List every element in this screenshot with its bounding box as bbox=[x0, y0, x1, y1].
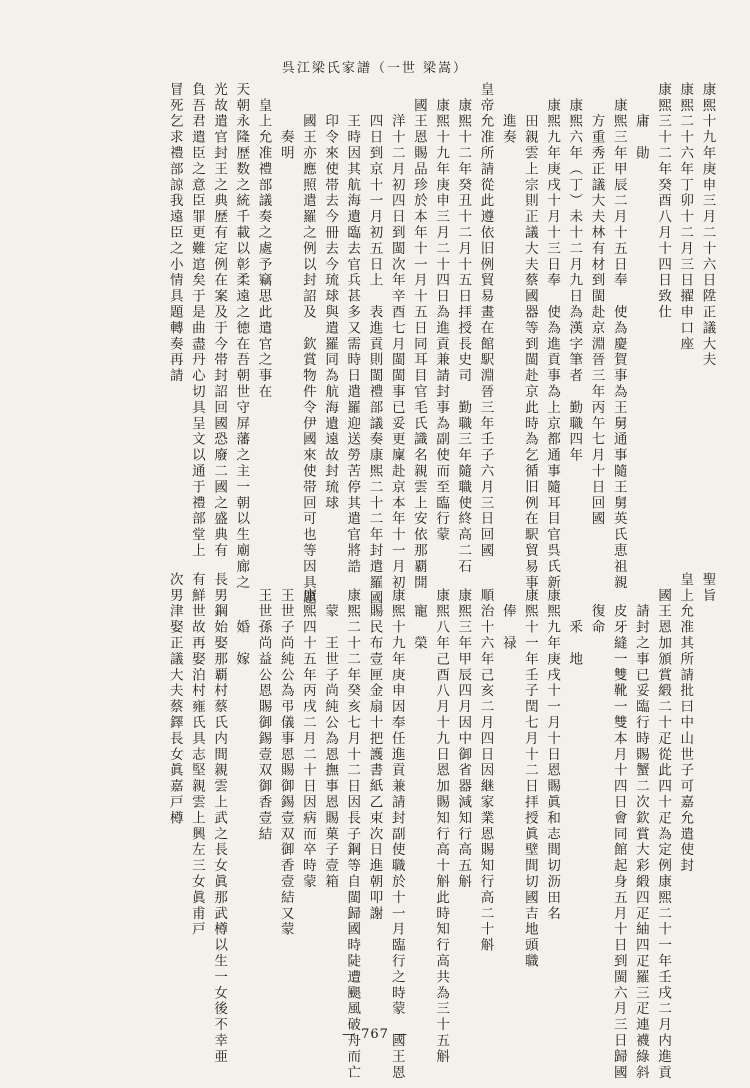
text-column: 四日到京十一月初五日上 表進貢則閩禮部議奏康煕二十二年封遣羅國 bbox=[366, 82, 383, 607]
text-column: 皇上允准禮部議奏之處予竊思此遣官之事在 bbox=[255, 82, 272, 400]
text-column: 進奏 bbox=[499, 82, 516, 146]
page-header: 呉江梁氏家譜（一世 梁嵩） bbox=[281, 61, 469, 76]
text-column: 蒙 王世子尚純公為恩撫事恩賜菓子壹箱 bbox=[322, 572, 339, 890]
text-column: 康煕四十五年丙戌二月二十日因病而卒時蒙 bbox=[299, 572, 316, 890]
text-column: 康煕二十六年丁卯十二月三日擢申口座 bbox=[677, 82, 694, 353]
text-column: 王時因其航海遺臨去官兵甚多又需時日遣羅迎送勞苦停其遣官將誥 bbox=[344, 82, 361, 575]
text-column: 次男津娶正議大夫蔡鐸長女眞嘉戸樽 bbox=[166, 572, 183, 827]
text-column: 康煕九年庚戌十一月十日恩賜眞和志間切沥田名 bbox=[544, 572, 561, 922]
text-column: 王世孫尚益公恩賜御錫壹双御香壹結 bbox=[255, 572, 272, 843]
text-column: 復命 bbox=[588, 572, 605, 636]
text-column: 康煕二十二年癸亥七月十二日因長子鋼等自閩歸國時陡遭颶風破舟而亡 bbox=[344, 572, 361, 1081]
text-column: 釆 地 bbox=[566, 572, 583, 668]
text-column: 天朝永隆歴数之統千載以彰柔遠之徳在吾朝世守屏藩之主一朝以生廟廊之 bbox=[233, 82, 250, 591]
text-column: 皇帝允准所請從此遵依旧例貿易畫在館駅淵晉三年壬子六月三日回國 bbox=[477, 82, 494, 559]
page-number: — 767 — bbox=[341, 1027, 409, 1042]
text-column: 冒死乞求禮部諒我遠臣之小情具題轉奏再請 bbox=[166, 82, 183, 385]
text-column: 康煕十九年庚申三月二十六日陞正議大夫 bbox=[699, 82, 716, 369]
text-column: 皮牙縫一雙靴一雙本月十四日會同館起身五月十日到閩六月三日歸國 bbox=[610, 572, 627, 1081]
text-column: 國王恩加頒賞緞二十疋從此四十疋為定例康煕二十一年壬戌二月内進貢 bbox=[655, 572, 672, 1081]
text-column: 康煕三年甲辰二月十五日奉 使為慶賀事為王舅通事隨王舅英氏恵祖親 bbox=[610, 82, 627, 591]
text-column: 康煕六年（丁）未十二月九日為漢字筆者 勤職四年 bbox=[566, 82, 583, 464]
text-column: 康煕九年庚戌十月十三日奉 使為進貢事為上京都通事隨耳目官呉氏新 bbox=[544, 82, 561, 591]
text-column: 順治十六年己亥二月四日因継家業恩賜知行高二十斛 bbox=[477, 572, 494, 954]
text-column: 負吾君遣臣之意臣罪更難逭矣于是曲盡丹心切具呈文以通于禮部堂上 bbox=[188, 82, 205, 559]
text-column: 康煕十九年庚申三月二十四日為進貢兼請封事為副使而至臨行蒙 bbox=[433, 82, 450, 544]
text-column: 康煕十二年癸丑十二月十五日拝授長史司 勤職三年隨職使終高二石 bbox=[455, 82, 472, 575]
text-column: 康煕八年己酉八月十九日恩加賜知行高十斛此時知行高共為三十五斛 bbox=[433, 572, 450, 1065]
text-column: 國王亦應照遣羅之例以封詔及 欽賞物件令伊國來使帯回可也等因具題 bbox=[299, 82, 316, 607]
text-column: 寵 榮 bbox=[410, 572, 427, 652]
text-column: 光故遣官封王之典歴有定例在案及于今帯封詔回國恐廢二國之盛典有 bbox=[211, 82, 228, 559]
text-column: 康煕十一年壬子閏七月十二日拝授眞壁間切國吉地頭職 bbox=[521, 572, 538, 970]
text-column: 請封之事已妥臨行時賜蟹二次欽賞大彩緞四疋紬四疋羅三疋連襪綠斜 bbox=[632, 572, 649, 1081]
text-column: 長男鋼始娶那覇村蔡氏内間親雲上武之長女眞那武樽以生一女後不幸亜 bbox=[211, 572, 228, 1065]
text-column: 田親雲上宗則正議大夫蔡國器等到閩赴京此時為乞循旧例在駅貿易事 bbox=[521, 82, 538, 591]
text-column: 聖旨 bbox=[699, 572, 716, 604]
text-column: 印令來使帯去今冊去今琉球與遣羅同為航海遺遠故封琉球 bbox=[322, 82, 339, 512]
text-column: 有鮮世故再娶泊村雍氏具志堅親雲上興左三女眞甫戸 bbox=[188, 572, 205, 938]
text-column: 洋十二月初四日到閩次年辛酉七月閩閩事已妥更廩赴京本年十一月初 bbox=[388, 82, 405, 591]
text-column: 皇上允准其所請批曰中山世子可嘉允遣使封 bbox=[677, 572, 694, 875]
text-column: 國王恩賜品珍於本年十一月十五日同耳目官毛氏識名親雲上安依那覇開 bbox=[410, 82, 427, 591]
text-column: 康煕十九年庚申因奉任進貢兼請封副使職於十一月臨行之時蒙 國王恩 bbox=[388, 572, 405, 1081]
text-column: 賜民布壹匣金扇十把護書紙乙束次日進朝叩謝 bbox=[366, 572, 383, 922]
text-column: 王世子尚純公為弔儀事恩賜御錫壹双御香壹結又蒙 bbox=[277, 572, 294, 938]
text-column: 康煕三十二年癸酉八月十四日致仕 bbox=[655, 82, 672, 321]
text-column: 俸 禄 bbox=[499, 572, 516, 652]
text-column: 奏明 bbox=[277, 82, 294, 162]
text-column: 婚 嫁 bbox=[233, 572, 250, 668]
text-column: 康煕三年甲辰四月因中御省器減知行高五斛 bbox=[455, 572, 472, 890]
text-column: 庸 勛 bbox=[632, 82, 649, 162]
text-column: 方重秀正議大夫林有材到閩赴京淵晉三年丙午七月十日回國 bbox=[588, 82, 605, 528]
